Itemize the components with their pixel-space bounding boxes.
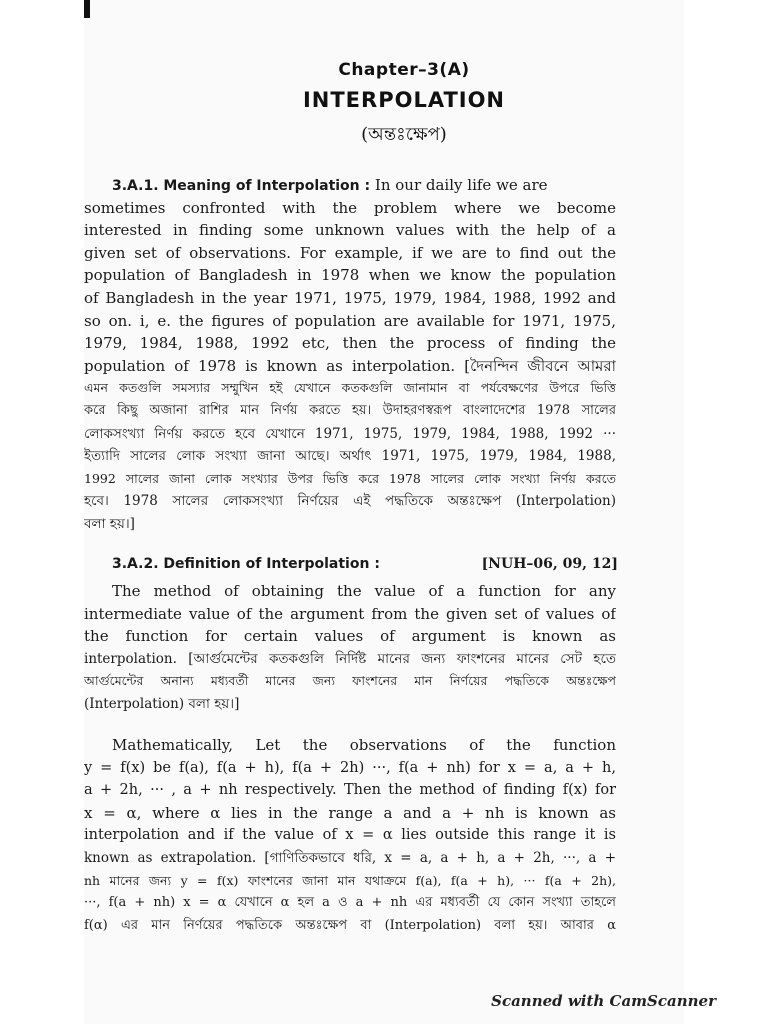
section-1-line: population of 1978 is known as interpolation. [দৈনন্দিন জীবনে আমরা	[84, 356, 616, 375]
section-1-number: 3.A.1.	[112, 178, 159, 194]
paragraph-line: y = f(x) be f(a), f(a + h), f(a + 2h) ···, f(a + nh) for x = a, a + h,	[84, 759, 616, 776]
section-1-line: of Bangladesh in the year 1971, 1975, 1979, 1984, 1988, 1992 and	[84, 288, 616, 307]
paragraph-line: nh মানের জন্য y = f(x) ফাংশনের জানা মান যথাক্রমে f(a), f(a + h), ··· f(a + 2h),	[84, 872, 616, 888]
section-1-line: 1979, 1984, 1988, 1992 etc, then the process of finding the	[84, 334, 616, 353]
paragraph-line: interpolation and if the value of x = α lies outside this range it is	[84, 827, 616, 844]
section-2-paragraph-2	[84, 734, 616, 937]
chapter-label: Chapter–3(A)	[338, 60, 470, 80]
exam-reference: [NUH–06, 09, 12]	[481, 556, 618, 572]
page-corner-mark	[84, 0, 90, 18]
bengali-title: (অন্তঃক্ষেপ)	[361, 124, 447, 145]
section-1-line: বলা হয়।]	[84, 515, 135, 532]
section-1-line: লোকসংখ্যা নির্ণয় করতে হবে যেখানে 1971, 1975, 1979, 1984, 1988, 1992 ···	[84, 425, 616, 442]
section-1-line-0: In our daily life we are	[374, 176, 548, 194]
section-1-line: করে কিছু অজানা রাশির মান নির্ণয় করতে হয়। উদাহরণস্বরূপ বাংলাদেশের 1978 সালের	[84, 402, 616, 418]
paragraph-line: আর্গুমেন্টের অনান্য মধ্যবর্তী মানের জন্য ফাংশনের মান নির্ণয়ের পদ্ধতিকে অন্তঃক্ষেপ	[84, 673, 616, 689]
section-1-line: interested in finding some unknown values with the help of a	[84, 221, 616, 240]
paragraph-line: intermediate value of the argument from the given set of values of	[84, 604, 616, 623]
section-1-line: population of Bangladesh in 1978 when we know the population	[84, 266, 616, 285]
section-1-line: এমন কতগুলি সমস্যার সম্মুখিন হই যেখানে কতকগুলি জানামান বা পর্যবেক্ষণের উপরে ভিত্তি	[84, 380, 616, 396]
section-1-line: so on. i, e. the figures of population are available for 1971, 1975,	[84, 311, 616, 330]
paragraph-line: x = α, where α lies in the range a and a + nh is known as	[84, 803, 616, 822]
paragraph-line: f(α) এর মান নির্ণয়ের পদ্ধতিকে অন্তঃক্ষেপ বা (Interpolation) বলা হয়। আবার α	[84, 917, 616, 933]
section-2-number: 3.A.2.	[112, 556, 159, 572]
section-1	[84, 174, 616, 536]
paragraph-line: (Interpolation) বলা হয়।]	[84, 695, 240, 712]
paragraph-line: ···, f(a + nh) x = α যেখানে α হল a ও a + nh এর মধ্যবর্তী যে কোন সংখ্যা তাহলে	[84, 895, 616, 911]
section-1-line: হবে। 1978 সালের লোকসংখ্যা নির্ণয়ের এই পদ্ধতিকে অন্তঃক্ষেপ (Interpolation)	[84, 493, 616, 510]
section-2-paragraph-1	[84, 580, 616, 716]
section-1-heading: Meaning of Interpolation :	[163, 178, 371, 194]
paragraph-line: The method of obtaining the value of a function for any	[112, 582, 616, 600]
section-2-heading-row	[112, 552, 618, 576]
section-1-first-line	[84, 174, 616, 197]
chapter-title: INTERPOLATION	[302, 88, 506, 112]
paragraph-line: known as extrapolation. [গাণিতিকভাবে ধরি, x = a, a + h, a + 2h, ···, a +	[84, 849, 616, 866]
paragraph-line: a + 2h, ··· , a + nh respectively. Then the method of finding f(x) for	[84, 782, 616, 799]
scanner-watermark: Scanned with CamScanner	[491, 992, 716, 1010]
paragraph-line: interpolation. [আর্গুমেন্টের কতকগুলি নির্দিষ্ট মানের জন্য ফাংশনের মানের সেট হতে	[84, 650, 616, 667]
paragraph-line: the function for certain values of argument is known as	[84, 627, 616, 646]
section-1-line: given set of observations. For example, if we are to find out the	[84, 243, 616, 262]
section-1-line: ইত্যাদি সালের লোক সংখ্যা জানা আছে। অর্থাৎ 1971, 1975, 1979, 1984, 1988,	[84, 448, 616, 465]
section-1-line: sometimes confronted with the problem where we become	[84, 198, 616, 217]
section-2-heading: Definition of Interpolation :	[163, 556, 380, 572]
section-1-line: 1992 সালের জানা লোক সংখ্যার উপর ভিত্তি করে 1978 সালের লোক সংখ্যা নির্ণয় করতে	[84, 470, 616, 486]
paragraph-line: Mathematically, Let the observations of the function	[112, 736, 616, 754]
